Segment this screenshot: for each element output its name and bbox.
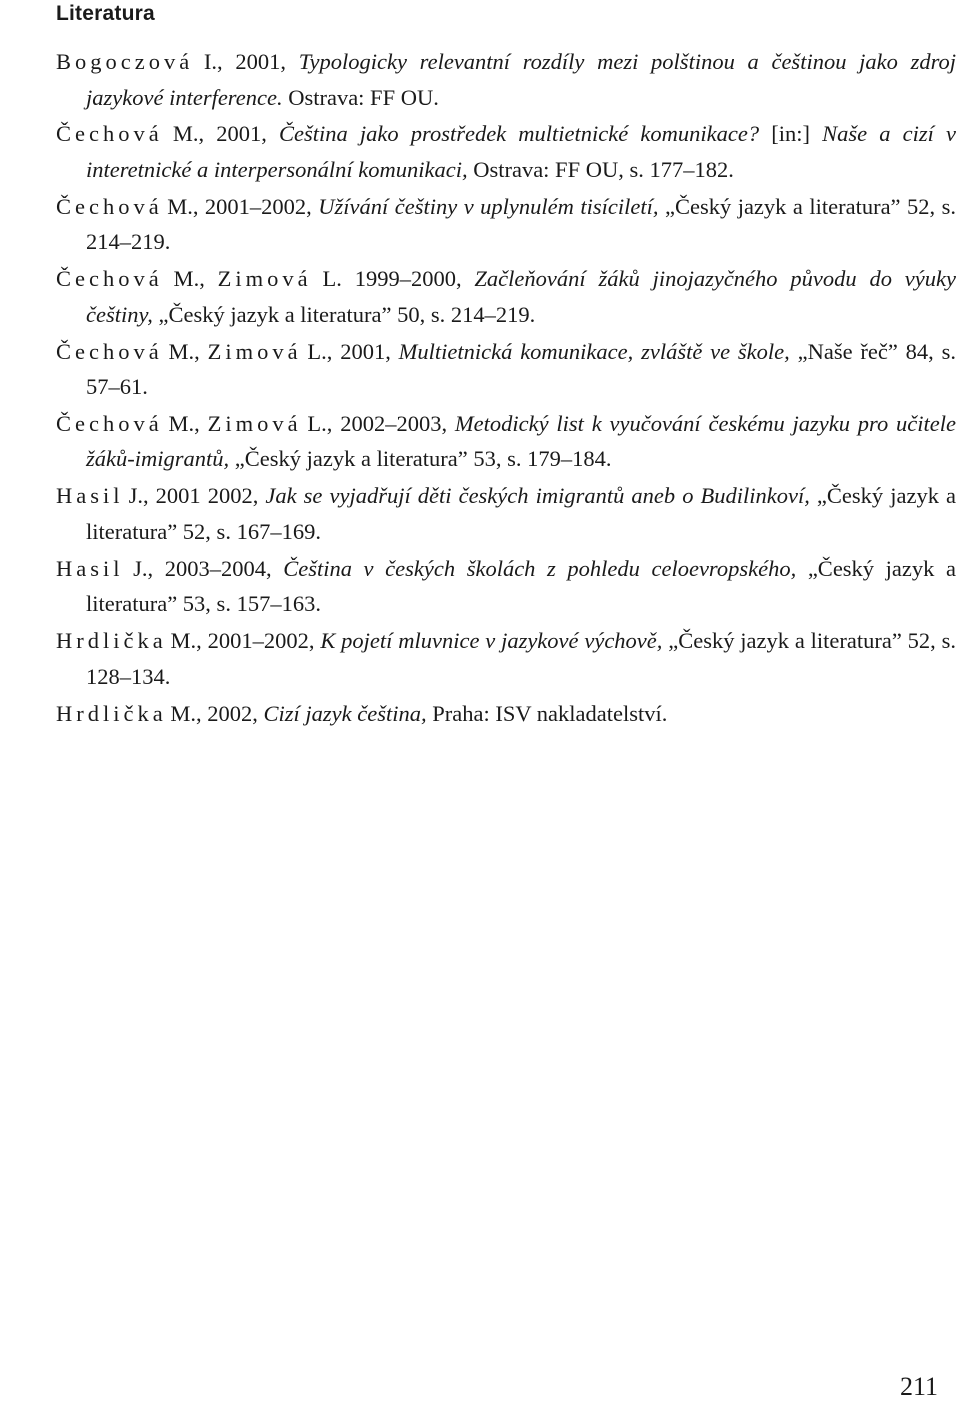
- reference-item: [56, 478, 956, 549]
- reference-publication: Praha: ISV nakladatelství.: [426, 700, 668, 726]
- reference-item: [56, 623, 956, 694]
- reference-author: Hrdlička: [56, 700, 167, 726]
- reference-title: Cizí jazyk čeština,: [263, 700, 427, 726]
- reference-title: Užívání češtiny v uplynulém tisíciletí,: [318, 193, 659, 219]
- reference-author: Čechová: [56, 193, 163, 219]
- reference-coauthor: Zimová: [217, 266, 312, 292]
- reference-title: Multietnická komunikace, zvláště ve škole,: [398, 338, 790, 364]
- reference-publication: „Český jazyk a literatura” 50, s. 214–219.: [152, 301, 536, 327]
- reference-coauthor: Zimová: [207, 338, 302, 364]
- reference-author: Hrdlička: [56, 628, 167, 654]
- reference-publication-details: Ostrava: FF OU, s. 177–182.: [467, 156, 734, 182]
- reference-publication: „Český jazyk a literatura” 53, s. 157–163.: [86, 555, 956, 617]
- page-number: 211: [900, 1372, 939, 1401]
- reference-publication: „Český jazyk a literatura” 52, s. 167–169.: [86, 483, 956, 544]
- reference-title: Metodický list k vyučování českému jazyku pro učitele žáků-imigrantů,: [86, 410, 956, 472]
- reference-item: [56, 116, 956, 187]
- reference-publication: „Český jazyk a literatura” 53, s. 179–184.: [229, 446, 612, 472]
- reference-author: Bogoczová: [56, 49, 194, 74]
- reference-coauthor: Zimová: [207, 410, 302, 436]
- reference-list: [56, 44, 956, 732]
- reference-title: Čeština jako prostředek multietnické komunikace?: [279, 121, 760, 147]
- reference-details: J., 2001 2002,: [121, 483, 266, 509]
- reference-author: Čechová: [56, 266, 163, 292]
- reference-details: M., 2001–2002,: [160, 193, 319, 219]
- reference-title: K pojetí mluvnice v jazykové výchově,: [320, 628, 663, 654]
- reference-item: [56, 44, 956, 115]
- reference-details: M., 2001,: [160, 121, 280, 147]
- reference-title: Typologicky relevantní rozdíly mezi polštinou a češtinou jako zdroj jazykové interference.: [86, 49, 956, 110]
- reference-author: Hasil: [56, 555, 124, 581]
- reference-details: I., 2001,: [191, 49, 299, 74]
- reference-details: M.,: [160, 410, 208, 436]
- reference-publication: „Český jazyk a literatura” 52, s. 214–219.: [86, 193, 957, 255]
- reference-publication: „Český jazyk a literatura” 52, s. 128–134.: [86, 628, 956, 689]
- reference-item: [56, 551, 956, 622]
- reference-author: Čechová: [56, 338, 163, 364]
- reference-item: [56, 261, 956, 332]
- reference-details: J., 2003–2004,: [121, 555, 284, 581]
- reference-title: Čeština v českých školách z pohledu celoevropského,: [283, 555, 797, 581]
- reference-coauthor-details: L., 2002–2003,: [299, 410, 455, 436]
- reference-author: Čechová: [56, 410, 163, 436]
- reference-details: M.,: [160, 266, 218, 292]
- reference-author: Čechová: [56, 121, 163, 147]
- reference-details: M., 2002,: [164, 700, 264, 726]
- reference-title: Jak se vyjadřují děti českých imigrantů aneb o Budilinkoví,: [265, 483, 810, 509]
- reference-title: Začleňování žáků jinojazyčného původu do výuky češtiny,: [86, 266, 956, 327]
- reference-details: M., 2001–2002,: [164, 628, 321, 654]
- reference-secondary-title: Naše a cizí v interetnické a interpersonální komunikaci,: [86, 121, 956, 182]
- reference-coauthor-details: L. 1999–2000,: [309, 266, 475, 292]
- reference-publication: „Naše řeč” 84, s. 57–61.: [86, 338, 956, 400]
- reference-author: Hasil: [56, 483, 124, 509]
- reference-coauthor-details: L., 2001,: [299, 338, 399, 364]
- reference-publication: [in:]: [759, 121, 823, 147]
- reference-details: M.,: [160, 338, 208, 364]
- reference-item: [56, 189, 956, 260]
- section-heading: Literatura: [56, 2, 155, 25]
- reference-item: [56, 334, 956, 405]
- reference-item: [56, 406, 956, 477]
- reference-publication: Ostrava: FF OU.: [282, 84, 439, 110]
- reference-item: [56, 696, 956, 732]
